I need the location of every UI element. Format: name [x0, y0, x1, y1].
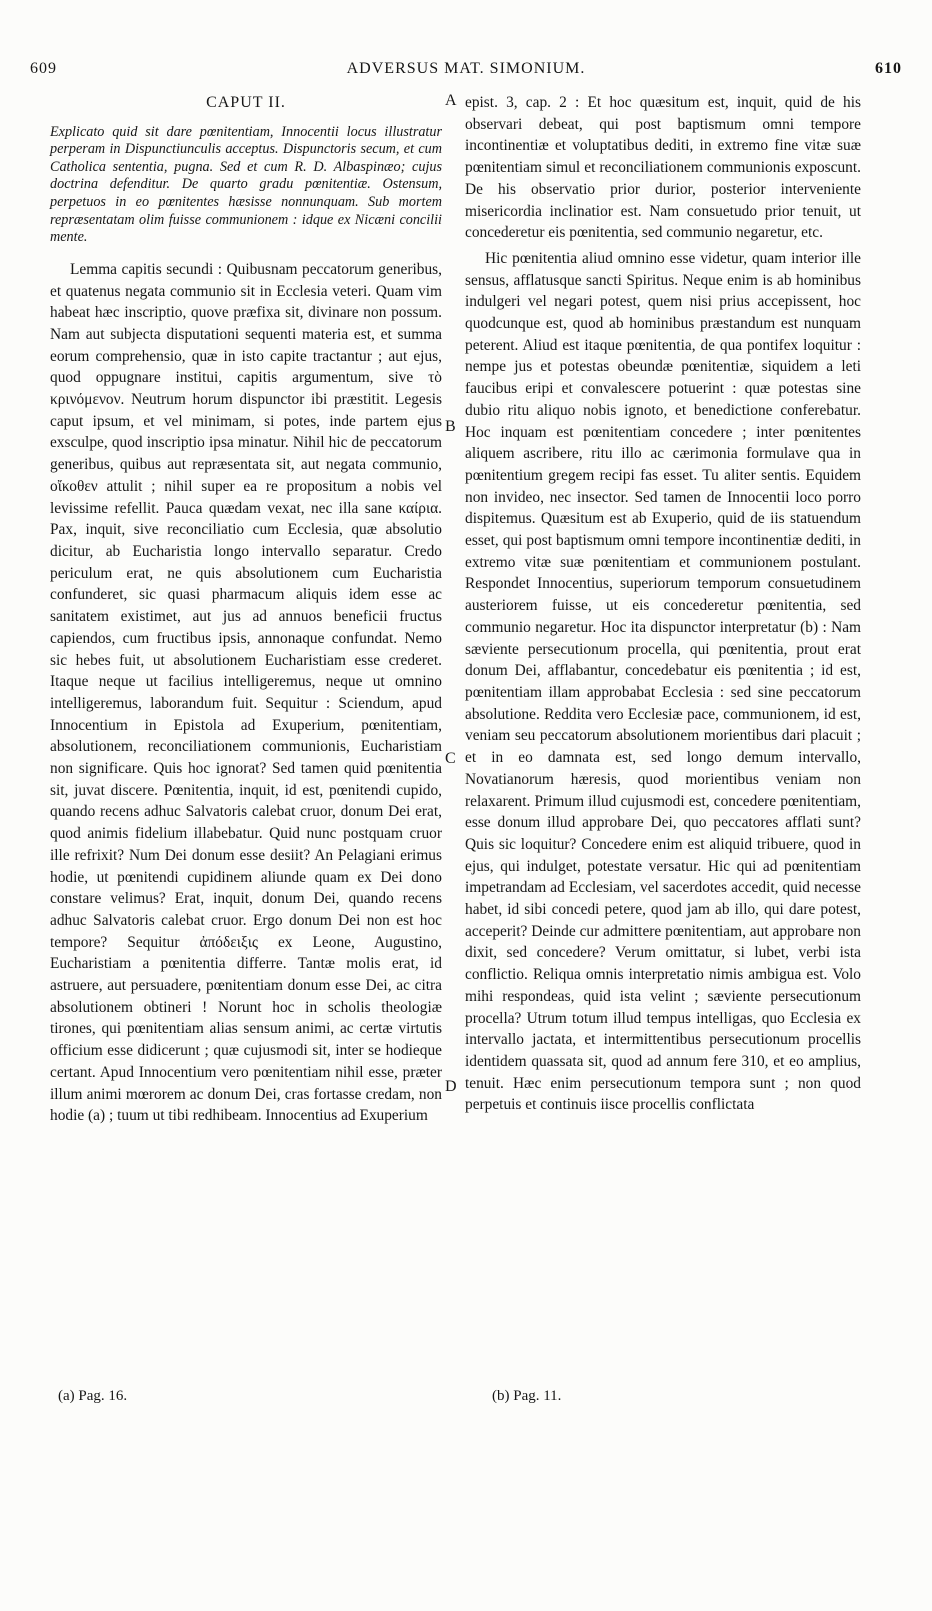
page-number-left: 609 [30, 60, 57, 77]
running-head [30, 60, 902, 82]
margin-letter-a: A [445, 92, 457, 109]
left-body-text: Lemma capitis secundi : Quibusnam peccatorum generibus, et quatenus negata communio sit in Ecclesia veteri. Quam vim habeat hæc inscriptio, quove præfixa sit, divinare non possum. Nam aut subjecta disputationi sequenti materia est, et summa eorum comprehensio, quæ in isto capite tractantur ; aut ejus, quod oppugnare institui, capitis argumentum, sive τὸ κρινόμενον. Neutrum horum dispunctor ibi præstitit. Legesis caput ipsum, et vel minimam, si potes, inde partem ejus exsculpe, quod inscriptio ipsa minatur. Nihil hic de peccatorum generibus, quibus aut repræsentata sit, aut negata communio, οἴκοθεν attulit ; nihil super ea re propositum a nobis vel levissime refellit. Pauca quædam vexat, nec illa sane καίρια. Pax, inquit, sive reconciliatio cum Ecclesia, quæ absolutio dicitur, ab Eucharistia longo intervallo separatur. Credo periculum erat, ne quis absolutionem cum Eucharistia confunderet, sic quasi pharmacum aliquis idem esse ac sanitatem existimet, aut jus ad annuos beneficii fructus capiendos, cum fructibus ipsis, annonaque confundat. Nemo sic hebes fuit, ut absolutionem Eucharistiam esse crederet. Itaque neque ut facilius intelligeremus, neque ut omnino intelligeremus, laborandum fuit. Sequitur : Sciendum, apud Innocentium in Epistola ad Exuperium, pœnitentiam, absolutionem, reconciliationem communionis, Eucharistiam non significare. Quis hoc ignorat? Sed tamen quid pœnitentia sit, juvat discere. Pœnitentia, inquit, id est, pœnitendi cupido, quando recens adhuc Salvatoris calebat cruor, donum Dei erat, quod animis fidelium illabebatur. Quid nunc postquam cruor ille refrixit? Num Dei donum esse desiit? An Pelagiani erimus hodie, ut pœnitendi cupidinem aliunde quam ex Dei dono constare velimus? Erat, inquit, donum Dei, quando recens adhuc Salvatoris calebat cruor. Ergo donum Dei non est hoc tempore? Sequitur ἀπόδειξις ex Leone, Augustino, Eucharistiam a pœnitentia differre. Tantæ molis erat, id astruere, aut persuadere, pœnitentiam donum esse Dei, ac citra absolutionem obtineri ! Norunt hoc in scholis theologiæ tirones, qui pœnitentiam alias sensum animi, ac certæ virtutis officium esse didicerunt ; quæ cujusmodi sit, inter se hodieque certant. Apud Innocentium vero pœnitentiam nihil esse, præter illum animi mœrorem ac donum Dei, cras fortasse credam, non hodie (a) ; tuum ut tibi redhibeam. Innocentius ad Exuperium [50, 260, 442, 1125]
chapter-title: CAPUT II. [206, 94, 286, 111]
margin-letter-d: D [445, 1078, 457, 1095]
right-intro-text: epist. 3, cap. 2 : Et hoc quæsitum est, inquit, quid de his observari debeat, qui post baptismum omni tempore incontinentiæ et voluptatibus dediti, in extremo fine vitæ suæ pœnitentiam simul et reconciliationem communionis exposcunt. De his observatio prior durior, posterior interveniente misericordia inclinatior est. Nam consuetudo prior tenuit, ut concederetur eis pœnitentia, sed communio negaretur, etc. [465, 94, 861, 242]
margin-letter-b: B [445, 418, 456, 435]
page-number-right: 610 [875, 60, 902, 77]
margin-letter-c: C [445, 750, 456, 767]
running-title: ADVERSUS MAT. SIMONIUM. [346, 60, 586, 77]
chapter-summary: Explicato quid sit dare pœnitentiam, Innocentii locus illustratur perperam in Dispunctiunculis acceptus. Dispunctoris secum, et cum Catholica sententia, pugna. Sed et cum R. D. Albaspinæo; cujus doctrina defenditur. De quarto gradu pœnitentiæ. Ostensum, perpetuos in eo pœnitentes hæsisse nonnunquam. Sub mortem repræsentatam olim fuisse communionem : idque ex Nicæni concilii mente. [50, 123, 442, 246]
footnote-b: (b) Pag. 11. [492, 1388, 562, 1404]
footnote-a: (a) Pag. 16. [58, 1388, 128, 1404]
left-column [50, 92, 442, 1127]
right-body-text: Hic pœnitentia aliud omnino esse videtur, quam interior ille sensus, afflatusque sancti Spiritus. Neque enim is ab hominibus indulgeri vel negari potest, quem nisi prius accepissent, hoc quodcunque est, quod ab hominibus præstandum est nunquam peterent. Aliud est itaque pœnitentia, de qua pontifex loquitur : nempe jus et potestas obeundæ pœnitentiæ, siquidem a leti faucibus eripi et convalescere potuerint : quæ potestas sine dubio ritu aliquo nobis ignoto, et benedictione conferebatur. Hoc inquam est pœnitentiam concedere ; inter pœnitentes aliquem ascribere, ritu illo ac cærimonia formulave qua in pœnitentium gregem recipi fas esset. Tu aliter sentis. Equidem non invideo, nec insector. Sed tamen de Innocentii loco porro dispitemus. Quæsitum est ab Exuperio, quid de iis statuendum esset, qui post baptismum omni tempore incontinentiæ dediti, in extremo vitæ suæ pœnitentiam et communionem postulant. Respondet Innocentius, superiorum temporum consuetudinem austeriorem fuisse, ut eis concederetur pœnitentia, sed communio negaretur. Hoc ita dispunctor interpretatur (b) : Nam sæviente persecutionum procella, qui pœnitentia, prout erat donum Dei, afflabantur, concedebatur eis pœnitentia ; id est, pœnitentiam illam approbabat Ecclesia : sed sine peccatorum absolutione. Reddita vero Ecclesiæ pace, communionem, id est, veniam seu peccatorum absolutionem morientibus dari placuit ; et in eo damnata est, sed longo demum intervallo, Novatianorum hæresis, quod morientibus veniam non relaxarent. Primum illud cujusmodi est, concedere pœnitentiam, esse donum illud approbare Dei, quo peccatores afflati sunt? Quis sic loquitur? Concedere enim est aliquid tribuere, quod in ejus, qui indulget, potestate versatur. Hic qui ad pœnitentiam impetrandam ad Ecclesiam, vel sacerdotes accedit, quid necesse habet, id sibi concedi petere, quod jam ab illo, qui dare potest, acceperit? Deinde cur admittere pœnitentiam, aut approbare non dixit, sed concedere? Verum omittatur, si lubet, verbi ista conflictio. Reliqua omnis interpretatio nimis ambigua est. Volo mihi respondeas, quid ista velint ; sæviente persecutionum procella? Utrum totum illud tempus intelligas, quo Ecclesia ex intervallo jactata, et intermittentibus persecutionum procellis identidem quassata sit, quod ad annum fere 310, et eo amplius, tenuit. Hæc enim persecutionum tempora sunt ; non quod perpetuis et continuis iisce procellis conflictata [465, 249, 861, 1114]
right-column [465, 92, 861, 1116]
